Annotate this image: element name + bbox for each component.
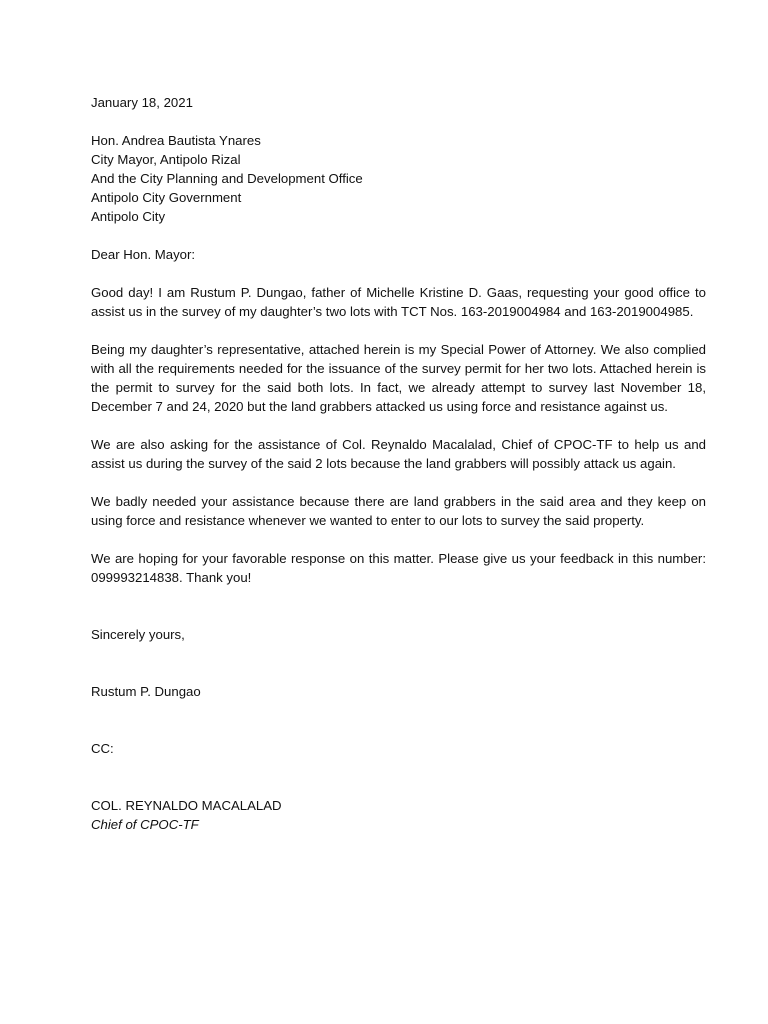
salutation: Dear Hon. Mayor: [91, 247, 196, 262]
letter-body [91, 93, 706, 834]
recipient-address-block [91, 131, 706, 226]
cc-title: Chief of CPOC-TF [91, 817, 199, 832]
letter-date: January 18, 2021 [91, 95, 193, 110]
recipient-name: Hon. Andrea Bautista Ynares [91, 133, 261, 148]
closing: Sincerely yours, [91, 627, 185, 642]
recipient-title: City Mayor, Antipolo Rizal [91, 152, 241, 167]
paragraph-introduction: Good day! I am Rustum P. Dungao, father of Michelle Kristine D. Gaas, requesting your good office to assist us in the survey of my daughter’s two lots with TCT Nos. 163-2019004984 and 163-2019004985. [91, 285, 706, 319]
paragraph-land-grabbers: We badly needed your assistance because there are land grabbers in the said area and they keep on using force and resistance whenever we wanted to enter to our lots to survey the said property. [91, 494, 706, 528]
paragraph-representation: Being my daughter’s representative, attached herein is my Special Power of Attorney. We also complied with all the requirements needed for the issuance of the survey permit for her two lots. Attached herein is the permit to survey for the said both lots. In fact, we already attempt to survey last November 18, December 7 and 24, 2020 but the land grabbers attacked us using force and resistance against us. [91, 342, 706, 414]
signer-name: Rustum P. Dungao [91, 684, 201, 699]
recipient-government: Antipolo City Government [91, 190, 242, 205]
cc-recipient [91, 796, 706, 834]
paragraph-assistance-request: We are also asking for the assistance of Col. Reynaldo Macalalad, Chief of CPOC-TF to help us and assist us during the survey of the said 2 lots because the land grabbers will possibly attack us again. [91, 437, 706, 471]
recipient-office: And the City Planning and Development Office [91, 171, 363, 186]
cc-label: CC: [91, 741, 114, 756]
recipient-city: Antipolo City [91, 209, 166, 224]
cc-name: COL. REYNALDO MACALALAD [91, 798, 282, 813]
paragraph-feedback: We are hoping for your favorable response on this matter. Please give us your feedback in this number: 099993214838. Thank you! [91, 551, 706, 585]
